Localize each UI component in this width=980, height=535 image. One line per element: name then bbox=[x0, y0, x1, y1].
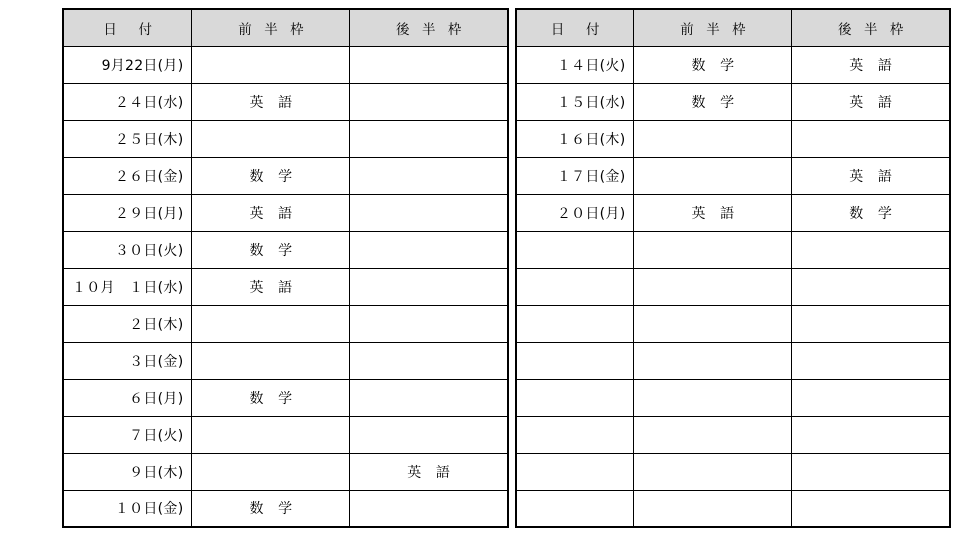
cell-first-half bbox=[192, 305, 350, 342]
column-header-date bbox=[63, 9, 192, 46]
cell-second-half bbox=[350, 416, 508, 453]
cell-first-half bbox=[192, 453, 350, 490]
table-row bbox=[63, 268, 508, 305]
cell-second-half bbox=[350, 379, 508, 416]
cell-date bbox=[516, 268, 634, 305]
table-body-left bbox=[63, 46, 508, 527]
cell-date bbox=[516, 342, 634, 379]
cell-second-half bbox=[350, 268, 508, 305]
cell-date: １０月 １日(水) bbox=[63, 268, 192, 305]
table-row bbox=[516, 83, 950, 120]
cell-second-half bbox=[350, 120, 508, 157]
cell-second-half bbox=[792, 305, 950, 342]
table-row bbox=[63, 416, 508, 453]
cell-date: ９日(木) bbox=[63, 453, 192, 490]
cell-first-half: 英 語 bbox=[192, 194, 350, 231]
cell-first-half bbox=[634, 231, 792, 268]
cell-second-half bbox=[792, 268, 950, 305]
cell-first-half: 数 学 bbox=[192, 490, 350, 527]
table-row bbox=[516, 453, 950, 490]
column-header-date-label: 日 付 bbox=[103, 21, 157, 38]
cell-second-half bbox=[350, 157, 508, 194]
table-row bbox=[63, 83, 508, 120]
cell-second-half bbox=[792, 342, 950, 379]
cell-second-half bbox=[350, 194, 508, 231]
cell-second-half bbox=[350, 305, 508, 342]
cell-first-half bbox=[634, 120, 792, 157]
schedule-table-left bbox=[62, 8, 509, 528]
schedule-tables bbox=[62, 8, 951, 528]
schedule-table-right bbox=[515, 8, 951, 528]
table-row bbox=[516, 490, 950, 527]
table-row bbox=[63, 379, 508, 416]
table-row bbox=[516, 157, 950, 194]
cell-first-half: 英 語 bbox=[192, 268, 350, 305]
table-row bbox=[63, 194, 508, 231]
table-row bbox=[63, 490, 508, 527]
column-header-second-half bbox=[792, 9, 950, 46]
cell-second-half bbox=[350, 231, 508, 268]
column-header-first-half-label: 前 半 枠 bbox=[238, 21, 308, 38]
cell-date: ６日(月) bbox=[63, 379, 192, 416]
column-header-first-half-label: 前 半 枠 bbox=[680, 21, 750, 38]
cell-date: １６日(木) bbox=[516, 120, 634, 157]
cell-second-half bbox=[792, 231, 950, 268]
cell-date: １７日(金) bbox=[516, 157, 634, 194]
cell-second-half: 英 語 bbox=[350, 453, 508, 490]
table-row bbox=[63, 157, 508, 194]
cell-date bbox=[516, 231, 634, 268]
column-header-second-half-label: 後 半 枠 bbox=[396, 21, 466, 38]
cell-first-half: 数 学 bbox=[192, 157, 350, 194]
cell-second-half bbox=[350, 46, 508, 83]
cell-second-half bbox=[792, 490, 950, 527]
table-row bbox=[516, 416, 950, 453]
cell-date: ３日(金) bbox=[63, 342, 192, 379]
cell-date bbox=[516, 305, 634, 342]
cell-date: ２０日(月) bbox=[516, 194, 634, 231]
cell-second-half bbox=[350, 83, 508, 120]
cell-first-half bbox=[634, 342, 792, 379]
column-header-second-half bbox=[350, 9, 508, 46]
cell-second-half: 数 学 bbox=[792, 194, 950, 231]
cell-date: ２９日(月) bbox=[63, 194, 192, 231]
table-row bbox=[63, 120, 508, 157]
cell-date: ２４日(水) bbox=[63, 83, 192, 120]
cell-first-half: 数 学 bbox=[192, 231, 350, 268]
cell-date bbox=[516, 453, 634, 490]
table-body-right bbox=[516, 46, 950, 527]
cell-first-half bbox=[192, 416, 350, 453]
cell-second-half bbox=[350, 490, 508, 527]
cell-first-half bbox=[634, 379, 792, 416]
cell-second-half: 英 語 bbox=[792, 157, 950, 194]
cell-first-half bbox=[192, 342, 350, 379]
cell-second-half bbox=[792, 453, 950, 490]
column-header-first-half bbox=[634, 9, 792, 46]
column-header-date-label: 日 付 bbox=[550, 21, 604, 38]
column-header-second-half-label: 後 半 枠 bbox=[838, 21, 908, 38]
table-header-row bbox=[516, 9, 950, 46]
cell-date: ２日(木) bbox=[63, 305, 192, 342]
cell-first-half: 数 学 bbox=[634, 46, 792, 83]
cell-second-half: 英 語 bbox=[792, 83, 950, 120]
cell-first-half bbox=[634, 416, 792, 453]
cell-first-half bbox=[192, 46, 350, 83]
table-row bbox=[516, 268, 950, 305]
cell-date: ３０日(火) bbox=[63, 231, 192, 268]
cell-date: ２５日(木) bbox=[63, 120, 192, 157]
cell-second-half bbox=[792, 416, 950, 453]
cell-first-half bbox=[634, 268, 792, 305]
cell-first-half bbox=[634, 157, 792, 194]
cell-date: ７日(火) bbox=[63, 416, 192, 453]
cell-date bbox=[516, 490, 634, 527]
cell-first-half bbox=[634, 305, 792, 342]
table-row bbox=[516, 379, 950, 416]
table-header-row bbox=[63, 9, 508, 46]
column-header-first-half bbox=[192, 9, 350, 46]
table-row bbox=[63, 342, 508, 379]
cell-date: １０日(金) bbox=[63, 490, 192, 527]
cell-date bbox=[516, 416, 634, 453]
cell-first-half: 英 語 bbox=[634, 194, 792, 231]
table-head-left bbox=[63, 9, 508, 46]
column-header-date bbox=[516, 9, 634, 46]
cell-second-half bbox=[792, 379, 950, 416]
table-row bbox=[516, 305, 950, 342]
table-row bbox=[63, 305, 508, 342]
table-row bbox=[516, 231, 950, 268]
cell-first-half bbox=[634, 490, 792, 527]
cell-first-half bbox=[634, 453, 792, 490]
cell-second-half: 英 語 bbox=[792, 46, 950, 83]
cell-second-half bbox=[792, 120, 950, 157]
cell-second-half bbox=[350, 342, 508, 379]
table-row bbox=[516, 342, 950, 379]
table-row bbox=[516, 46, 950, 83]
cell-date: ２６日(金) bbox=[63, 157, 192, 194]
table-head-right bbox=[516, 9, 950, 46]
table-row bbox=[63, 453, 508, 490]
cell-date: 9月22日(月) bbox=[63, 46, 192, 83]
table-row bbox=[516, 194, 950, 231]
table-row bbox=[516, 120, 950, 157]
table-row bbox=[63, 46, 508, 83]
cell-date: １５日(水) bbox=[516, 83, 634, 120]
cell-first-half: 数 学 bbox=[634, 83, 792, 120]
table-row bbox=[63, 231, 508, 268]
cell-first-half: 数 学 bbox=[192, 379, 350, 416]
cell-first-half: 英 語 bbox=[192, 83, 350, 120]
cell-date: １４日(火) bbox=[516, 46, 634, 83]
cell-date bbox=[516, 379, 634, 416]
cell-first-half bbox=[192, 120, 350, 157]
